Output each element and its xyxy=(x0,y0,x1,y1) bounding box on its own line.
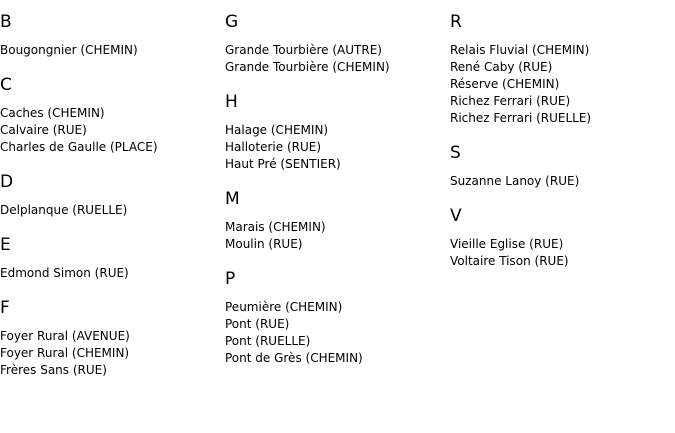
street-link[interactable]: Halage (CHEMIN) xyxy=(225,123,329,137)
street-link[interactable]: Pont (RUELLE) xyxy=(225,334,311,348)
letter-group-m xyxy=(225,189,447,253)
street-index-column-3 xyxy=(450,0,672,270)
street-link[interactable]: Réserve (CHEMIN) xyxy=(450,77,560,91)
street-list xyxy=(450,236,672,270)
street-link[interactable]: Grande Tourbière (AUTRE) xyxy=(225,43,382,57)
street-list xyxy=(0,105,222,156)
street-link[interactable]: René Caby (RUE) xyxy=(450,60,553,74)
street-link[interactable]: Richez Ferrari (RUELLE) xyxy=(450,111,592,125)
letter-heading: M xyxy=(225,189,240,209)
street-list xyxy=(225,299,447,367)
letter-group-e xyxy=(0,235,222,282)
letter-group-d xyxy=(0,172,222,219)
street-list xyxy=(450,173,672,190)
street-link[interactable]: Haut Pré (SENTIER) xyxy=(225,157,341,171)
street-link[interactable]: Grande Tourbière (CHEMIN) xyxy=(225,60,390,74)
street-list xyxy=(0,42,222,59)
street-link[interactable]: Voltaire Tison (RUE) xyxy=(450,254,569,268)
street-index-column-1 xyxy=(0,0,222,379)
street-link[interactable]: Caches (CHEMIN) xyxy=(0,106,105,120)
street-link[interactable]: Pont de Grès (CHEMIN) xyxy=(225,351,363,365)
street-link[interactable]: Foyer Rural (AVENUE) xyxy=(0,329,130,343)
letter-group-v xyxy=(450,206,672,270)
street-link[interactable]: Marais (CHEMIN) xyxy=(225,220,326,234)
street-list xyxy=(225,219,447,253)
street-list xyxy=(225,42,447,76)
street-link[interactable]: Foyer Rural (CHEMIN) xyxy=(0,346,130,360)
letter-group-c xyxy=(0,75,222,156)
letter-group-p xyxy=(225,269,447,367)
letter-group-f xyxy=(0,298,222,379)
street-link[interactable]: Richez Ferrari (RUE) xyxy=(450,94,571,108)
street-link[interactable]: Suzanne Lanoy (RUE) xyxy=(450,174,580,188)
letter-heading: F xyxy=(0,298,10,318)
street-link[interactable]: Delplanque (RUELLE) xyxy=(0,203,128,217)
letter-heading: V xyxy=(450,206,462,226)
letter-group-s xyxy=(450,143,672,190)
street-link[interactable]: Bougongnier (CHEMIN) xyxy=(0,43,138,57)
street-list xyxy=(0,265,222,282)
street-link[interactable]: Peumière (CHEMIN) xyxy=(225,300,343,314)
letter-heading: B xyxy=(0,12,12,32)
street-link[interactable]: Calvaire (RUE) xyxy=(0,123,87,137)
street-link[interactable]: Moulin (RUE) xyxy=(225,237,303,251)
letter-heading: C xyxy=(0,75,12,95)
street-index-column-2 xyxy=(225,0,447,367)
letter-heading: S xyxy=(450,143,461,163)
street-link[interactable]: Charles de Gaulle (PLACE) xyxy=(0,140,158,154)
letter-group-b xyxy=(0,12,222,59)
street-list xyxy=(450,42,672,127)
letter-heading: E xyxy=(0,235,11,255)
street-link[interactable]: Vieille Eglise (RUE) xyxy=(450,237,564,251)
letter-heading: G xyxy=(225,12,239,32)
letter-group-r xyxy=(450,12,672,127)
street-link[interactable]: Frères Sans (RUE) xyxy=(0,363,107,377)
letter-group-h xyxy=(225,92,447,173)
letter-heading: P xyxy=(225,269,236,289)
street-link[interactable]: Relais Fluvial (CHEMIN) xyxy=(450,43,590,57)
street-link[interactable]: Halloterie (RUE) xyxy=(225,140,322,154)
street-list xyxy=(0,202,222,219)
street-list xyxy=(0,328,222,379)
letter-group-g xyxy=(225,12,447,76)
letter-heading: H xyxy=(225,92,238,112)
letter-heading: D xyxy=(0,172,14,192)
street-link[interactable]: Pont (RUE) xyxy=(225,317,290,331)
street-list xyxy=(225,122,447,173)
letter-heading: R xyxy=(450,12,462,32)
street-link[interactable]: Edmond Simon (RUE) xyxy=(0,266,129,280)
